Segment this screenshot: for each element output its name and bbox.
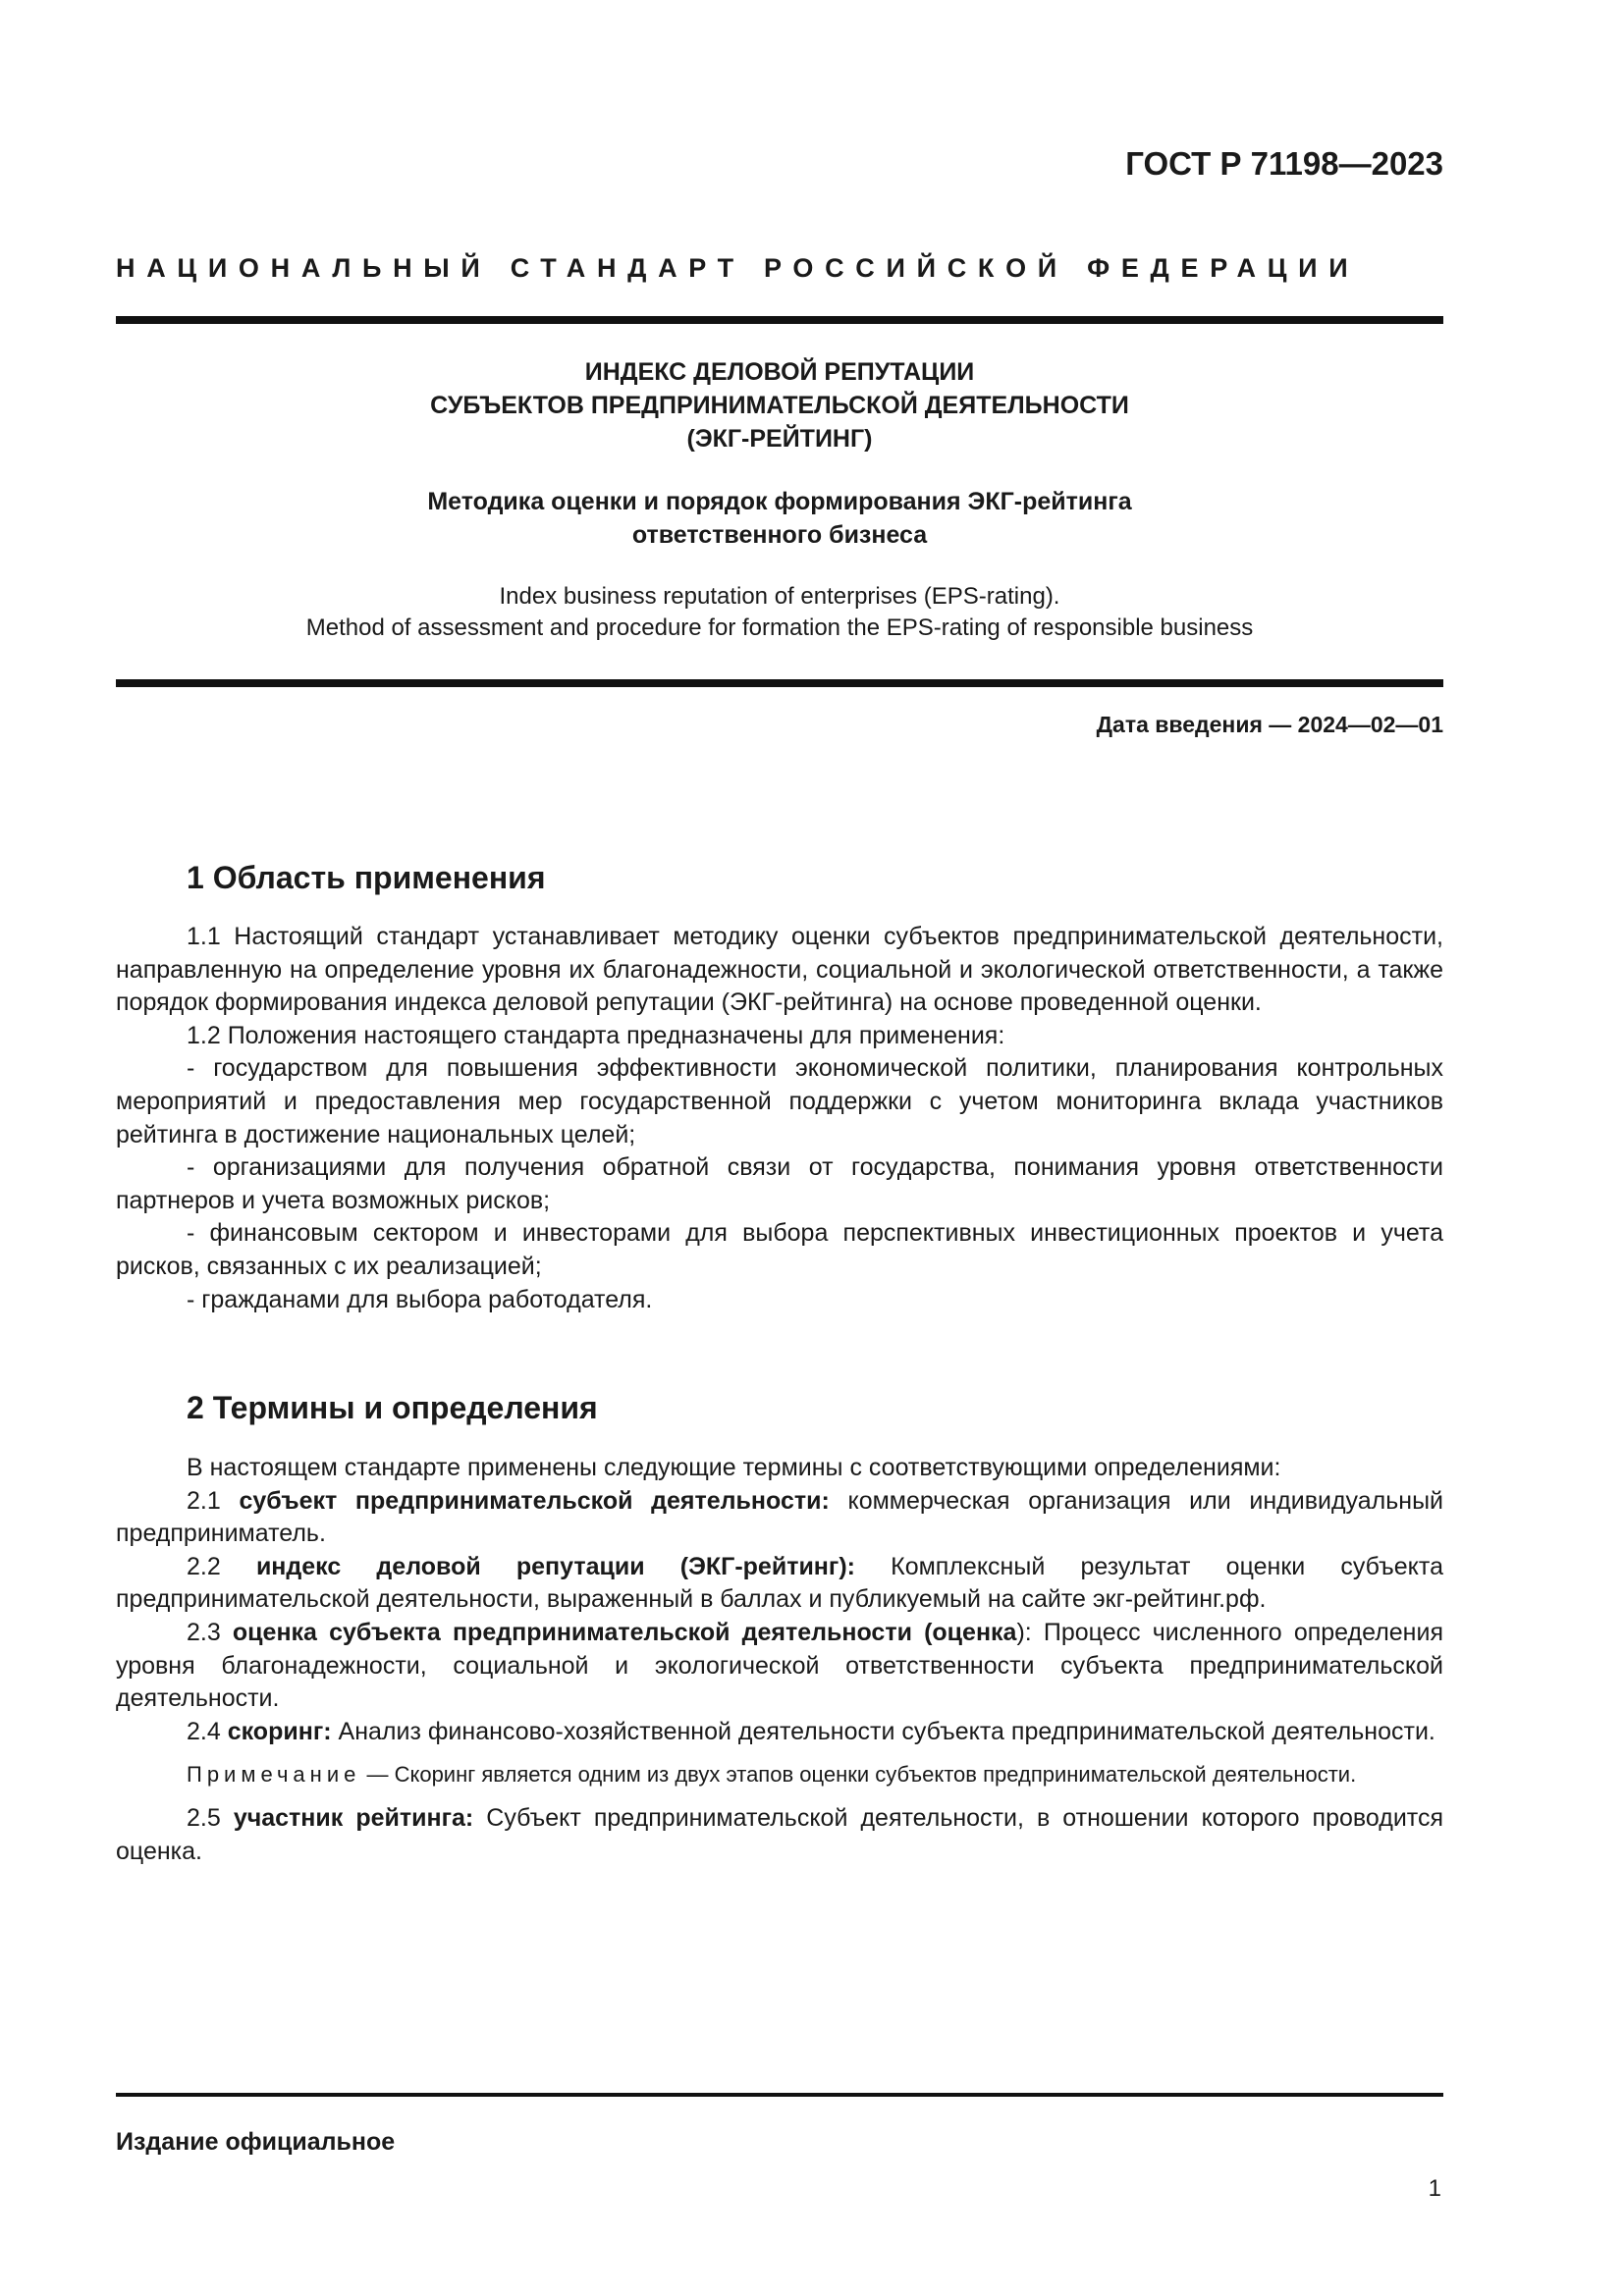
note [116, 1760, 1443, 1789]
term-number: 2.4 [187, 1717, 221, 1745]
main-title-line2: СУБЪЕКТОВ ПРЕДПРИНИМАТЕЛЬСКОЙ ДЕЯТЕЛЬНОСТИ [430, 392, 1129, 419]
list-item: - государством для повышения эффективности экономической политики, планирования контрольных мероприятий и предоставления мер государственной поддержки с учетом мониторинга вклада участников рейтинга в достижение национальных целей; [116, 1054, 1443, 1148]
english-title-line2: Method of assessment and procedure for formation the EPS-rating of responsible business [305, 614, 1254, 641]
paragraph-1-2: 1.2 Положения настоящего стандарта предназначены для применения: [187, 1021, 1005, 1049]
list-item: - финансовым сектором и инвесторами для выбора перспективных инвестиционных проектов и учета рисков, связанных с их реализацией; [116, 1219, 1443, 1280]
term-name: субъект предпринимательской деятельности: [239, 1486, 830, 1515]
list-item: - организациями для получения обратной связи от государства, понимания уровня ответственности партнеров и учета возможных рисков; [116, 1153, 1443, 1214]
english-title [116, 581, 1443, 644]
term-definition: Анализ финансово-хозяйственной деятельности субъекта предпринимательской деятельности. [338, 1717, 1435, 1745]
term-name: индекс деловой репутации (ЭКГ-рейтинг): [255, 1552, 855, 1580]
national-standard-banner: НАЦИОНАЛЬНЫЙ СТАНДАРТ РОССИЙСКОЙ ФЕДЕРАЦИИ [116, 253, 1360, 283]
subtitle-line1: Методика оценки и порядок формирования ЭКГ-рейтинга [427, 488, 1132, 515]
term-number: 2.2 [187, 1552, 221, 1580]
main-title-line1: ИНДЕКС ДЕЛОВОЙ РЕПУТАЦИИ [584, 358, 975, 386]
footer-rule [116, 2093, 1443, 2097]
term-definition: Субъект предпринимательской деятельности, в отношении которого проводится оценка. [116, 1804, 1444, 1865]
term-number: 2.1 [187, 1486, 221, 1515]
title-bottom-rule [116, 679, 1443, 687]
term-2-3: 2.3 оценка субъекта предпринимательской деятельности (оценка): Процесс численного определения уровня благонадежности, социальной и экологической ответственности субъекта предпринимательской деятельности. [116, 1618, 1443, 1713]
subtitle [116, 485, 1443, 552]
section-1-heading: 1 Область применения [187, 860, 546, 895]
top-rule [116, 316, 1443, 324]
section-2-body [116, 1452, 1443, 1869]
page-number: 1 [1428, 2175, 1441, 2202]
term-definition: Процесс численного определения уровня благонадежности, социальной и экологической ответственности субъекта предпринимательской деятельности. [116, 1618, 1443, 1713]
section-1-body [116, 921, 1443, 1316]
section-2-intro: В настоящем стандарте применены следующие термины с соответствующими определениями: [187, 1454, 1281, 1481]
main-title [116, 355, 1443, 455]
term-2-1 [116, 1485, 1443, 1551]
english-title-line1: Index business reputation of enterprises (EPS-rating). [499, 583, 1060, 610]
term-name: участник рейтинга: [233, 1804, 474, 1833]
subtitle-line2: ответственного бизнеса [631, 521, 928, 549]
term-number: 2.5 [187, 1804, 221, 1833]
edition-label: Издание официальное [116, 2128, 396, 2156]
document-code: ГОСТ Р 71198—2023 [1125, 145, 1443, 182]
note-label: Примечание [187, 1762, 361, 1788]
term-2-4 [116, 1716, 1443, 1749]
term-name: скоринг: [227, 1717, 332, 1745]
term-2-2 [116, 1551, 1443, 1617]
note-text: — Скоринг является одним из двух этапов оценки субъектов предпринимательской деятельности. [366, 1762, 1357, 1788]
paragraph-1-1: 1.1 Настоящий стандарт устанавливает методику оценки субъектов предпринимательской деятельности, направленную на определение уровня их благонадежности, социальной и экологической ответственности, а также порядок формирования индекса деловой репутации (ЭКГ-рейтинга) на основе проведенной оценки. [116, 923, 1443, 1017]
introduction-date: Дата введения — 2024—02—01 [1096, 712, 1443, 737]
section-2-heading: 2 Термины и определения [187, 1390, 598, 1425]
term-name: оценка субъекта предпринимательской деятельности (оценка [232, 1618, 1017, 1646]
term-2-5 [116, 1802, 1443, 1868]
main-title-line3: (ЭКГ-РЕЙТИНГ) [686, 425, 873, 453]
list-item: - гражданами для выбора работодателя. [187, 1285, 653, 1313]
term-number: 2.3 [187, 1618, 221, 1646]
term-definition: коммерческая организация или индивидуальный предприниматель. [116, 1486, 1444, 1548]
term-definition: Комплексный результат оценки субъекта предпринимательской деятельности, выраженный в баллах и публикуемый на сайте экг-рейтинг.рф. [116, 1552, 1443, 1614]
